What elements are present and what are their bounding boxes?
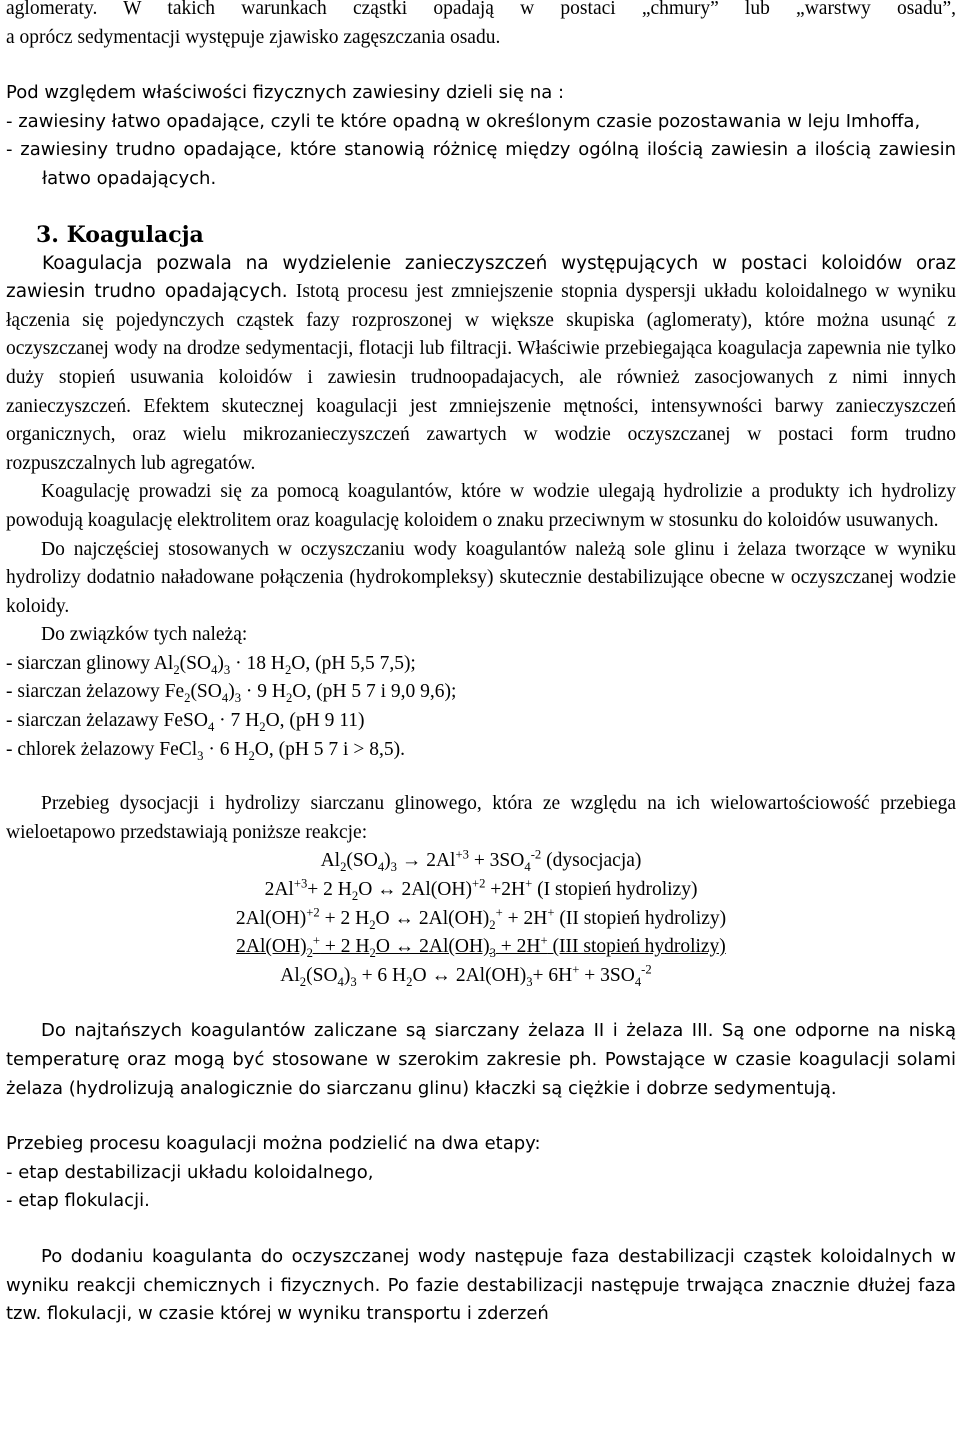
intro-line-2: a oprócz sedymentacji występuje zjawisko zagęszczania osadu. xyxy=(6,26,501,48)
section-number: 3. xyxy=(36,221,59,248)
equation-hydrolysis-1: $2Al^{+3}+ 2$ $H_2O$ ↔ 2Al(OH)$^{+2}$ +2H+ (I stopień hydrolizy) xyxy=(264,876,698,903)
hydrolysis-intro: Przebieg dysocjacji i hydrolizy siarczanu glinowego, która ze względu na ich wielowartościowość przebiega wieloetapowo przedstawiają poniższe reakcje: xyxy=(6,793,956,843)
compound-ferric-chloride: - chlorek żelazowy FeCl$_3$ · 6 $H_2O$, (pH 5 7 i > 8,5). xyxy=(6,738,405,763)
equation-hydrolysis-2: 2Al(OH)$^{+2}$ + 2 $H_2O$ ↔ $2Al(OH)_2^+ + 2H^+$ (II stopień hydrolizy) xyxy=(235,905,727,932)
section-heading xyxy=(6,220,956,250)
koagulacja-lead: Koagulacja pozwala na wydzielenie zanieczyszczeń występujących w postaci koloidów oraz zawiesin trudno opadających. xyxy=(6,252,956,303)
koagulacja-paragraph-3: Do najczęściej stosowanych w oczyszczaniu wody koagulantów należą sole glinu i żelaza tworzące w wyniku hydrolizy dodatnio naładowane połączenia (hydrokompleksy) skutecznie destabilizujące obecne w oczyszczanej wodzie koloidy. xyxy=(6,538,956,617)
suspension-classification xyxy=(6,79,956,193)
equation-hydrolysis-3: $2Al(OH)_2^+ + 2$ $H_2O$ ↔ $2Al(OH)_3 + 2H^+$ (III stopień hydrolizy) xyxy=(236,933,726,961)
reaction-equations xyxy=(6,847,956,990)
equation-dissociation: $Al_2(SO_4)_3 \to 2Al^{+3} + 3SO_4^{-2}$ (dysocjacja) xyxy=(320,847,642,875)
suspension-item-easy: - zawiesiny łatwo opadające, czyli te które opadną w określonym czasie pozostawania w leju Imhoffa, xyxy=(6,110,921,132)
document-page xyxy=(6,0,956,1329)
intro-line-1: aglomeraty. W takich warunkach cząstki opadają w postaci „chmury” lub „warstwy osadu”, xyxy=(6,0,956,19)
koagulacja-body: Istotą procesu jest zmniejszenie stopnia dyspersji układu koloidalnego w wyniku łączenia się pojedynczych cząstek fazy rozproszonej w większe skupiska (aglomeraty), które można usunąć z oczyszczanej wody na drodze sedymentacji, flotacji lub filtracji. Właściwie przebiegająca koagulacja zapewnia nie tylko duży stopień usuwania koloidów i zawiesin trudnoopadajacych, ale również zasocjowanych z nimi innych zanieczyszczeń. Efektem skutecznej koagulacji jest zmniejszenie mętności, intensywności barwy zanieczyszczeń organicznych, oraz wielu mikrozanieczyszczeń zawartych w wodzie oczyszczanej w postaci form trudno rozpuszczalnych lub agregatów. xyxy=(6,281,957,474)
suspension-item-hard: - zawiesiny trudno opadające, które stanowią różnicę między ogólną ilością zawiesin a ilością zawiesin łatwo opadających. xyxy=(6,139,956,189)
suspension-heading: Pod względem właściwości fizycznych zawiesiny dzieli się na : xyxy=(6,82,565,104)
koagulacja-paragraph-2: Koagulację prowadzi się za pomocą koagulantów, które w wodzie ulegają hydrolizie a produkty ich hydrolizy powodują koagulację elektrolitem oraz koagulację koloidem o znaku przeciwnym w stosunku do koloidów usuwanych. xyxy=(6,481,956,531)
stage-destabilization: - etap destabilizacji układu koloidalnego, xyxy=(6,1161,374,1183)
compound-ferric-sulfate: - siarczan żelazowy $Fe_2(SO_4)_3 \cdot 9$ $H_2O$, (pH 5 7 i 9,0 9,6); xyxy=(6,681,457,706)
stage-flocculation: - etap flokulacji. xyxy=(6,1190,150,1212)
compound-aluminium-sulfate: - siarczan glinowy $Al_2(SO_4)_3 \cdot 18$ $H_2O$, (pH 5,5 7,5); xyxy=(6,652,416,677)
koagulacja-paragraph-1 xyxy=(6,250,956,479)
coagulation-stages xyxy=(6,1130,956,1216)
iron-coagulants-paragraph: Do najtańszych koagulantów zaliczane są siarczany żelaza II i żelaza III. Są one odporne na niską temperaturę oraz mogą być stosowane w szerokim zakresie ph. Powstające w czasie koagulacji solami żelaza (hydrolizują analogicznie do siarczanu glinu) kłaczki są ciężkie i dobrze sedymentują. xyxy=(6,1020,956,1099)
destabilization-paragraph: Po dodaniu koagulanta do oczyszczanej wody następuje faza destabilizacji cząstek koloidalnych w wyniku reakcji chemicznych i fizycznych. Po fazie destabilizacji następuje trwająca znacznie dłużej faza tzw. flokulacji, w czasie której w wyniku transportu i zderzeń xyxy=(6,1245,956,1325)
equation-summary: $Al_2(SO_4)_3 + 6$ $H_2O$ ↔ $2Al(OH)_3+ 6H^+ + 3SO_4^{-2}$ xyxy=(280,962,652,989)
koagulacja-paragraph-4: Do związków tych należą: xyxy=(41,624,248,646)
section-title: Koagulacja xyxy=(66,221,204,248)
stages-intro: Przebieg procesu koagulacji można podzielić na dwa etapy: xyxy=(6,1133,541,1155)
compound-ferrous-sulfate: - siarczan żelazawy FeSO$_4$ · 7 $H_2O$, (pH 9 11) xyxy=(6,710,365,734)
